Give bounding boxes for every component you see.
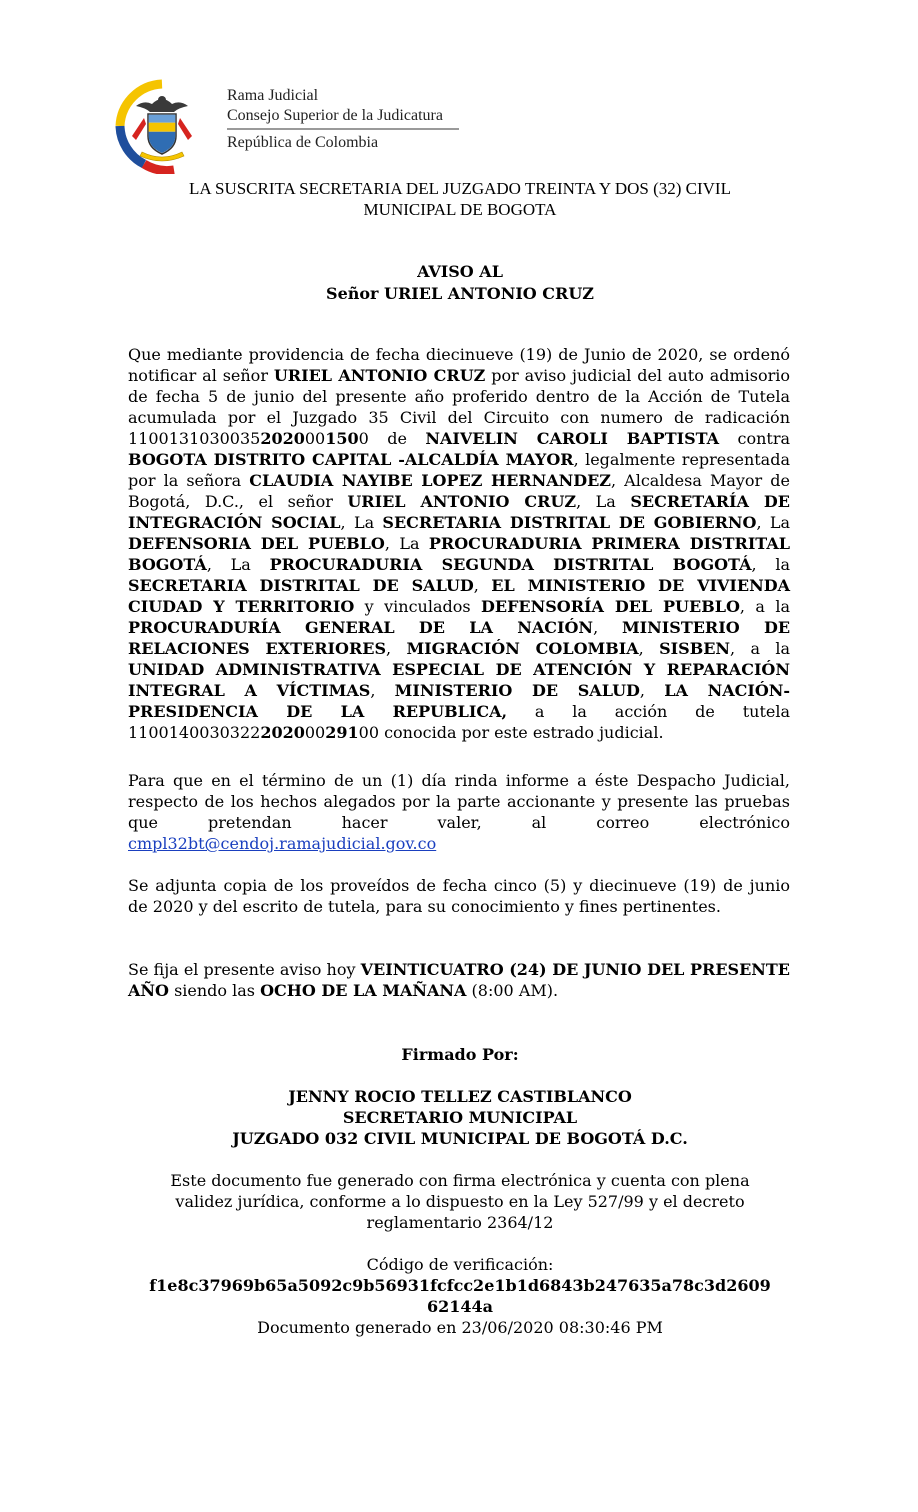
entity-line-rama-judicial: Rama Judicial xyxy=(227,87,319,104)
paragraph-fijacion xyxy=(128,959,790,1001)
p1-text: , la xyxy=(751,555,791,574)
aviso-line-2: Señor URIEL ANTONIO CRUZ xyxy=(326,284,594,303)
p1-bold: MIGRACIÓN COLOMBIA xyxy=(406,639,639,658)
legal-line-2: validez jurídica, conforme a lo dispuesto en la Ley 527/99 y el decreto xyxy=(175,1192,745,1211)
signer-block xyxy=(130,1086,790,1149)
p1-bold: UNIDAD ADMINISTRATIVA ESPECIAL DE ATENCIÓN Y REPARACIÓN INTEGRAL A VÍCTIMAS xyxy=(128,660,790,700)
verification-code-line-2: 62144a xyxy=(426,1297,494,1316)
p1-text: , xyxy=(638,639,660,658)
p1-text: , La xyxy=(340,513,383,532)
entity-line-republica: República de Colombia xyxy=(227,134,379,151)
p4-text: (8:00 AM). xyxy=(466,981,559,1000)
p1-bold: NAIVELIN CAROLI BAPTISTA xyxy=(425,429,720,448)
p1-bold: CLAUDIA NAYIBE LOPEZ HERNANDEZ xyxy=(249,471,611,490)
p1-text: , La xyxy=(384,534,429,553)
p1-text: , legalmente representada por la señora xyxy=(128,450,791,490)
legal-notice xyxy=(130,1170,790,1233)
paragraph-notificacion xyxy=(128,344,790,743)
p1-bold: PROCURADURIA SEGUNDA DISTRITAL BOGOTÁ xyxy=(269,555,752,574)
entity-line-consejo: Consejo Superior de la Judicatura xyxy=(227,107,443,124)
p1-text: , xyxy=(639,681,665,700)
signer-office: JUZGADO 032 CIVIL MUNICIPAL DE BOGOTÁ D.C. xyxy=(232,1129,688,1148)
legal-line-3: reglamentario 2364/12 xyxy=(366,1213,554,1232)
p1-bold: BOGOTA DISTRITO CAPITAL -ALCALDÍA MAYOR xyxy=(128,450,574,469)
p3-text: Se adjunta copia de los proveídos de fecha cinco (5) y diecinueve (19) de junio de 2020 y del escrito de tutela, para su conocimiento y fines pertinentes. xyxy=(128,876,790,916)
p1-bold: URIEL ANTONIO CRUZ xyxy=(347,492,577,511)
p1-bold: 150 xyxy=(325,429,359,448)
p1-text: a la acción de tutela 1100140030322 xyxy=(128,702,790,742)
p1-text: , xyxy=(593,618,622,637)
p1-bold: PROCURADURIA PRIMERA DISTRITAL BOGOTÁ xyxy=(128,534,791,574)
email-link[interactable]: cmpl32bt@cendoj.ramajudicial.gov.co xyxy=(128,834,437,853)
header-divider xyxy=(227,128,459,130)
p1-bold: DEFENSORIA DEL PUEBLO xyxy=(128,534,385,553)
p1-text: 00 conocida por este estrado judicial. xyxy=(358,723,664,742)
p4-text: siendo las xyxy=(168,981,261,1000)
p1-bold: PROCURADURÍA GENERAL DE LA NACIÓN xyxy=(128,618,594,637)
p1-text: y vinculados xyxy=(354,597,481,616)
p1-bold: MINISTERIO DE RELACIONES EXTERIORES xyxy=(128,618,791,658)
p1-bold: URIEL ANTONIO CRUZ xyxy=(273,366,486,385)
legal-line-1: Este documento fue generado con firma electrónica y cuenta con plena xyxy=(170,1171,750,1190)
p1-text: Que mediante providencia de fecha diecinueve (19) de Junio de 2020, se ordenó notificar al señor xyxy=(128,345,790,385)
generated-timestamp: Documento generado en 23/06/2020 08:30:46 PM xyxy=(257,1318,663,1337)
p1-text: 00 xyxy=(304,723,326,742)
p1-bold: EL MINISTERIO DE VIVIENDA CIUDAD Y TERRITORIO xyxy=(128,576,791,616)
p1-bold: MINISTERIO DE SALUD xyxy=(394,681,640,700)
document-title xyxy=(130,178,790,220)
p1-bold: 291 xyxy=(325,723,359,742)
p1-text: , La xyxy=(576,492,631,511)
p1-bold: 2020 xyxy=(260,723,305,742)
p1-bold: SECRETARIA DISTRITAL DE GOBIERNO xyxy=(382,513,757,532)
p1-bold: SECRETARÍA DE INTEGRACIÓN SOCIAL xyxy=(128,492,790,532)
p1-bold: SECRETARIA DISTRITAL DE SALUD xyxy=(128,576,474,595)
p1-text: , xyxy=(370,681,395,700)
p1-bold: LA NACIÓN-PRESIDENCIA DE LA REPUBLICA, xyxy=(128,681,791,721)
p1-text: , Alcaldesa Mayor de Bogotá, D.C., el señor xyxy=(128,471,790,511)
p2-text: Para que en el término de un (1) día rinda informe a éste Despacho Judicial, respecto de los hechos alegados por la parte accionante y presente las pruebas que pretendan hacer valer, al correo electrónico xyxy=(128,771,790,832)
verification-block xyxy=(130,1254,790,1338)
p1-text: , xyxy=(386,639,407,658)
entity-name-block xyxy=(227,86,459,153)
p1-text: por aviso judicial del auto admisorio de fecha 5 de junio del presente año proferido dentro de la Acción de Tutela acumulada por el Juzgado 35 Civil del Circuito con numero de radicación 1100131030035 xyxy=(128,366,791,448)
firmado-por-label: Firmado Por: xyxy=(401,1045,519,1064)
verification-code-line-1: f1e8c37969b65a5092c9b56931fcfcc2e1b1d6843b247635a78c3d2609 xyxy=(149,1276,771,1295)
aviso-line-1: AVISO AL xyxy=(417,262,503,281)
p1-text: 0 de xyxy=(358,429,426,448)
aviso-heading xyxy=(130,261,790,305)
p1-text: contra xyxy=(719,429,791,448)
p1-bold: DEFENSORÍA DEL PUEBLO xyxy=(481,597,740,616)
p1-text: , a la xyxy=(730,639,791,658)
signer-role: SECRETARIO MUNICIPAL xyxy=(342,1108,578,1127)
signer-name: JENNY ROCIO TELLEZ CASTIBLANCO xyxy=(288,1087,632,1106)
p1-text: , La xyxy=(206,555,270,574)
p4-bold: VEINTICUATRO (24) DE JUNIO DEL PRESENTE AÑO xyxy=(128,960,790,1000)
rama-judicial-seal-logo xyxy=(114,78,220,174)
title-line-2: MUNICIPAL DE BOGOTA xyxy=(363,200,557,219)
paragraph-informe xyxy=(128,770,790,854)
p1-bold: SISBEN xyxy=(659,639,731,658)
p1-text: , a la xyxy=(739,597,791,616)
p1-bold: 2020 xyxy=(260,429,305,448)
p4-text: Se fija el presente aviso hoy xyxy=(128,960,361,979)
p1-text: , xyxy=(473,576,492,595)
paragraph-adjunta xyxy=(128,875,790,917)
p1-text: , La xyxy=(756,513,791,532)
verification-label: Código de verificación: xyxy=(366,1255,554,1274)
p4-bold: OCHO DE LA MAÑANA xyxy=(260,981,467,1000)
p1-text: 00 xyxy=(304,429,326,448)
document-header xyxy=(114,78,534,174)
title-line-1: LA SUSCRITA SECRETARIA DEL JUZGADO TREINTA Y DOS (32) CIVIL xyxy=(189,179,731,198)
